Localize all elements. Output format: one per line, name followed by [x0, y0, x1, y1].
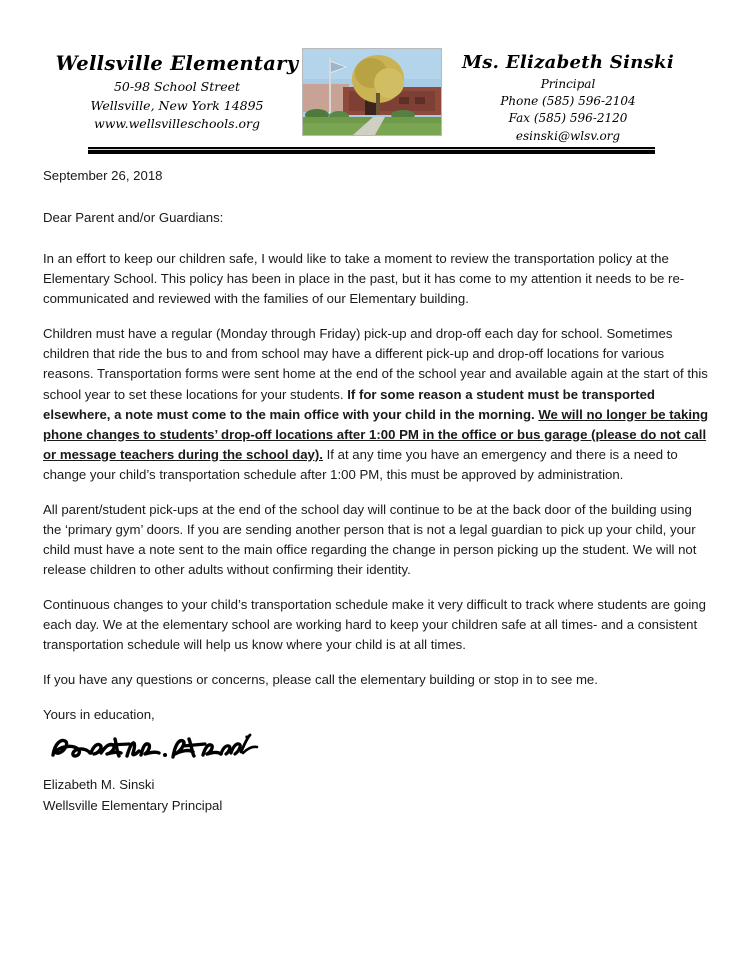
- handwritten-signature-image: [45, 729, 295, 769]
- signer-title: Wellsville Elementary Principal: [43, 797, 223, 813]
- school-address-line-1: 50-98 School Street: [113, 79, 241, 95]
- letter-body: [43, 166, 711, 816]
- letter-paragraph-2: [43, 324, 711, 485]
- letter-paragraph-4: Continuous changes to your child’s transportation schedule make it very difficult to track where students are going each day. We at the elementary school are working hard to keep your children safe at all times- and a consistent transportation schedule will help us know where your child is at all times.: [43, 597, 706, 653]
- school-address-line-2: Wellsville, New York 14895: [90, 97, 264, 113]
- letterhead-divider-rule: [88, 146, 655, 154]
- letter-salutation: Dear Parent and/or Guardians:: [43, 210, 224, 226]
- letterhead-principal-block: [448, 52, 688, 145]
- letter-paragraph-5: If you have any questions or concerns, please call the elementary building or stop in to see me.: [43, 672, 598, 688]
- school-website: www.wellsvilleschools.org: [94, 115, 260, 131]
- letterhead-school-block: [52, 52, 302, 133]
- paragraph-2-intro: Children must have a regular (Monday through Friday) pick-up and drop-off each day for school. Sometimes children that ride the bus to and from school may have a different pick-up and drop-off locations for various reasons. Transportation forms were sent home at the end of the school year and available again at the start of this school year to set these locations for your students.: [43, 326, 708, 402]
- letterhead: [0, 40, 742, 143]
- letter-paragraph-1: In an effort to keep our children safe, I would like to take a moment to review the transportation policy at the Elementary School. This policy has been in place in the past, but it has come to my attention it needs to be re-communicated and reviewed with the families of our Elementary building.: [43, 251, 685, 307]
- letter-date: September 26, 2018: [43, 168, 163, 183]
- paragraph-2-tail: If at any time you have an emergency and there is a need to change your child’s transportation schedule after 1:00 PM, this must be approved by administration.: [43, 446, 678, 482]
- school-building-photo-image: [303, 49, 441, 135]
- principal-title: Principal: [540, 76, 596, 91]
- signer-name: Elizabeth M. Sinski: [43, 777, 155, 793]
- principal-fax: Fax (585) 596-2120: [508, 111, 628, 126]
- letter-closing: Yours in education,: [43, 707, 155, 723]
- paragraph-2-bold-clause: If for some reason a student must be transported elsewhere, a note must come to the main office with your child in the morning: [43, 386, 655, 422]
- paragraph-2-bold-separator: .: [531, 406, 539, 422]
- letter-paragraph-3: All parent/student pick-ups at the end of the school day will continue to be at the back door of the building using the ‘primary gym’ doors. If you are sending another person that is not a legal guardian to pick up your child, your child must have a note sent to the main office regarding the change in person picking up the student. We will not release children to other adults without confirming their identity.: [43, 501, 697, 577]
- principal-phone: Phone (585) 596-2104: [500, 93, 636, 108]
- school-building-photo: [302, 48, 442, 136]
- school-name: Wellsville Elementary: [55, 52, 299, 75]
- paragraph-2-bold-underlined-clause: We will no longer be taking phone changes to students’ drop-off locations after 1:00 PM in the office or bus garage (please do not call or message teachers during the school day).: [43, 406, 709, 462]
- principal-name: Ms. Elizabeth Sinski: [462, 52, 674, 73]
- signature-block: [43, 775, 711, 816]
- handwritten-signature: [45, 729, 295, 769]
- principal-email: esinski@wlsv.org: [515, 128, 621, 143]
